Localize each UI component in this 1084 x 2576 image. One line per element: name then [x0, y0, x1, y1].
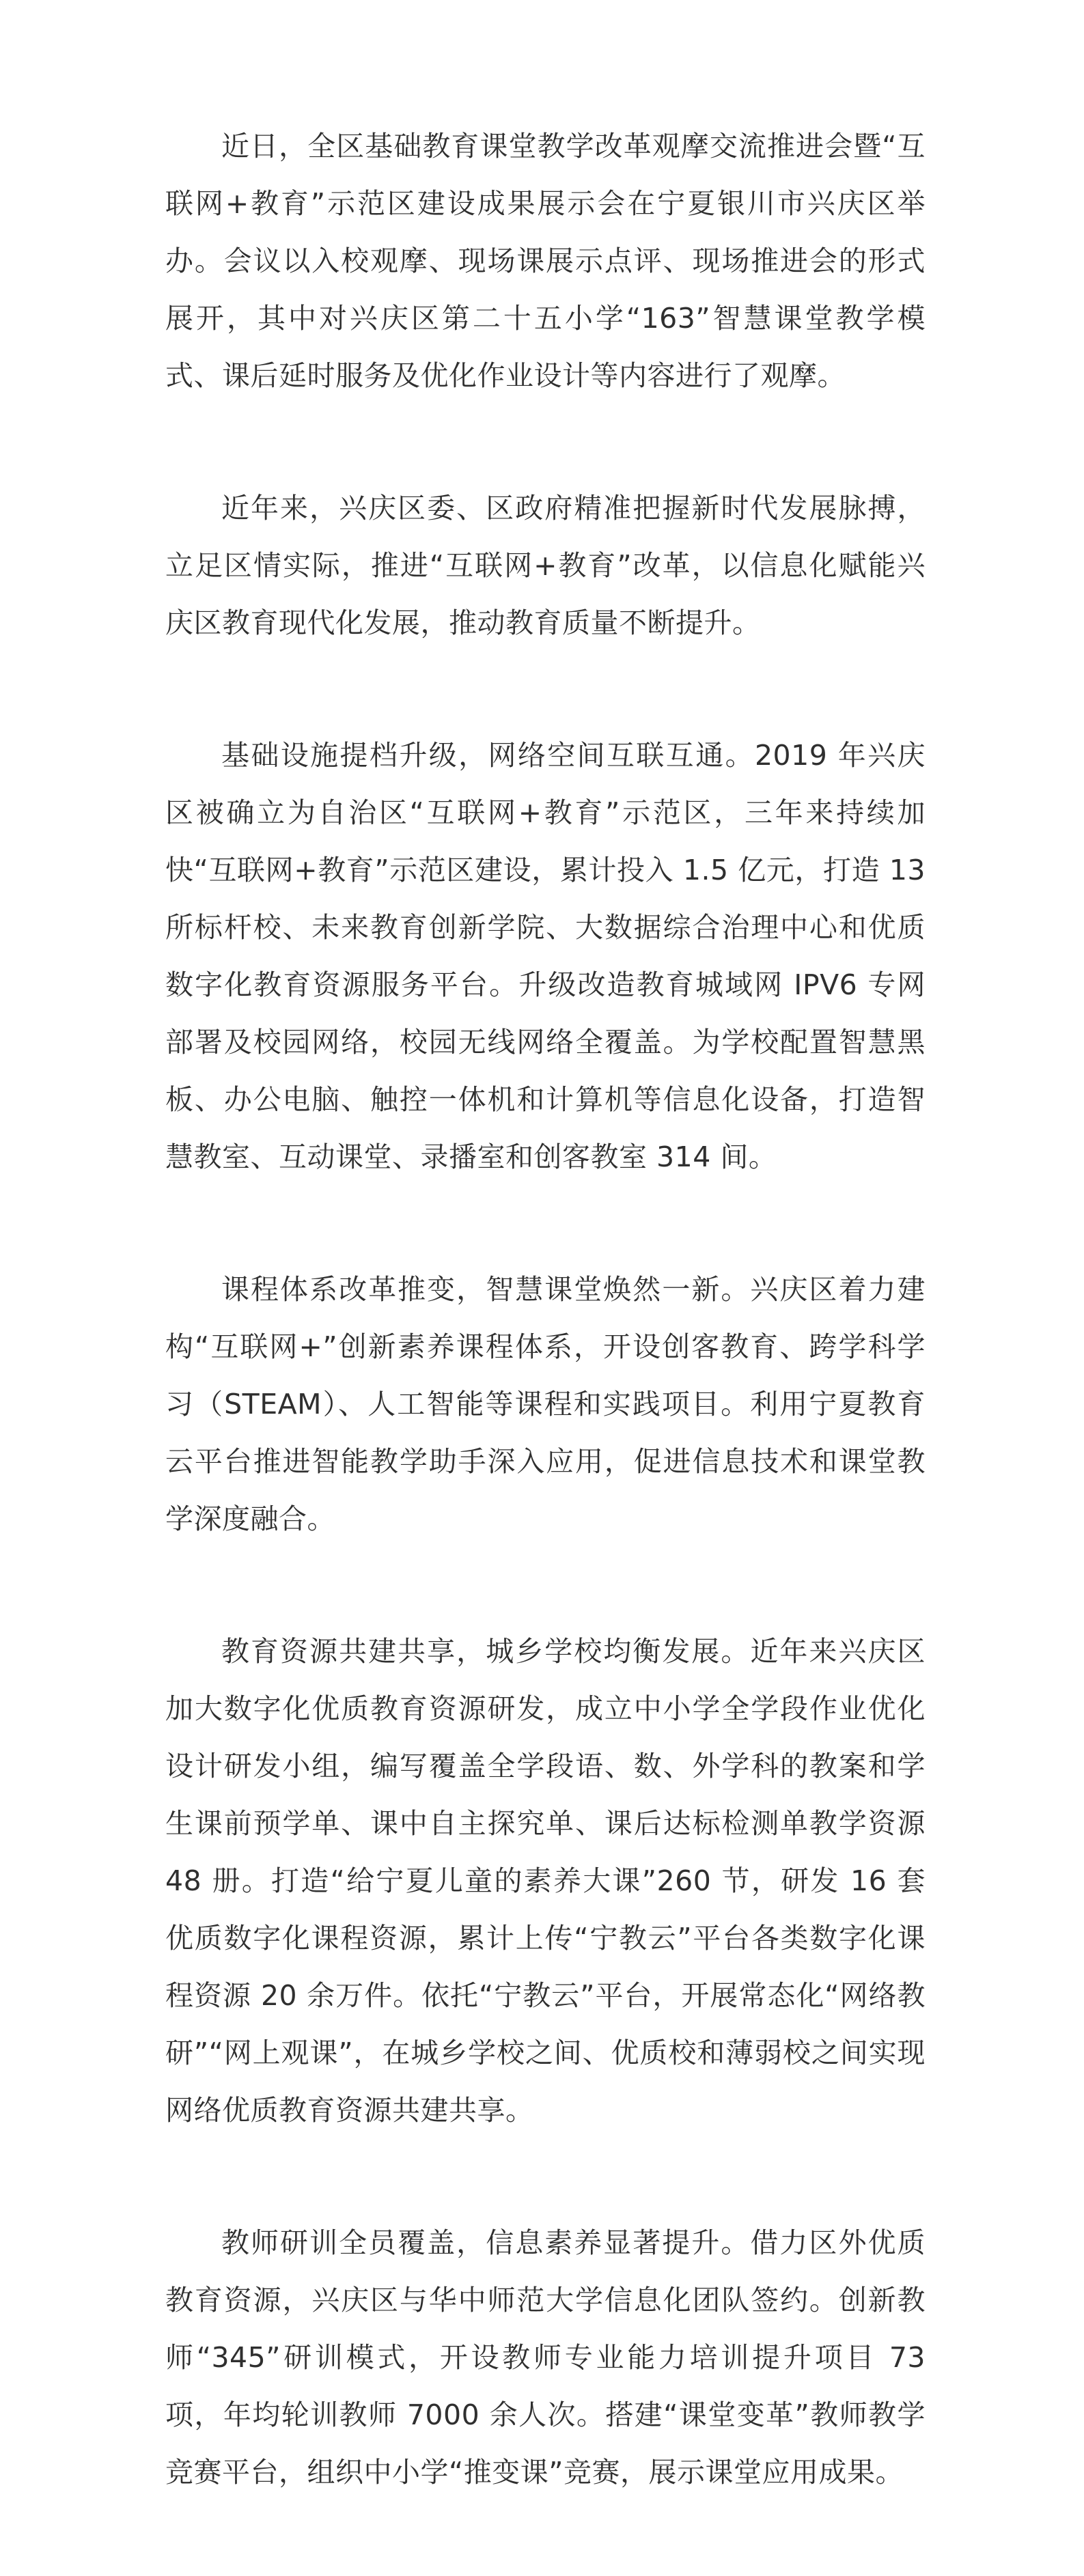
paragraph-overview: 近年来，兴庆区委、区政府精准把握新时代发展脉搏，立足区情实际，推进“互联网+教育”改革，以信息化赋能兴庆区教育现代化发展，推动教育质量不断提升。 [165, 492, 926, 639]
article-body [165, 117, 926, 2501]
paragraph-teacher-training: 教师研训全员覆盖，信息素养显著提升。借力区外优质教育资源，兴庆区与华中师范大学信息化团队签约。创新教师“345”研训模式，开设教师专业能力培训提升项目 73 项，年均轮训教师 7000 余人次。搭建“课堂变革”教师教学竞赛平台，组织中小学“推变课”竞赛，展示课堂应用成果。 [165, 2226, 926, 2489]
paragraph-infrastructure: 基础设施提档升级，网络空间互联互通。2019 年兴庆区被确立为自治区“互联网+教育”示范区，三年来持续加快“互联网+教育”示范区建设，累计投入 1.5 亿元，打造 13 所标杆校、未来教育创新学院、大数据综合治理中心和优质数字化教育资源服务平台。升级改造教育城域网 IPV6 专网部署及校园网络，校园无线网络全覆盖。为学校配置智慧黑板、办公电脑、触控一体机和计算机等信息化设备，打造智慧教室、互动课堂、录播室和创客教室 314 间。 [165, 739, 926, 1173]
paragraph-resources: 教育资源共建共享，城乡学校均衡发展。近年来兴庆区加大数字化优质教育资源研发，成立中小学全学段作业优化设计研发小组，编写覆盖全学段语、数、外学科的教案和学生课前预学单、课中自主探究单、课后达标检测单教学资源 48 册。打造“给宁夏儿童的素养大课”260 节，研发 16 套优质数字化课程资源，累计上传“宁教云”平台各类数字化课程资源 20 余万件。依托“宁教云”平台，开展常态化“网络教研”“网上观课”，在城乡学校之间、优质校和薄弱校之间实现网络优质教育资源共建共享。 [165, 1635, 926, 2127]
paragraph-intro: 近日，全区基础教育课堂教学改革观摩交流推进会暨“互联网+教育”示范区建设成果展示会在宁夏银川市兴庆区举办。会议以入校观摩、现场课展示点评、现场推进会的形式展开，其中对兴庆区第二十五小学“163”智慧课堂教学模式、课后延时服务及优化作业设计等内容进行了观摩。 [165, 130, 926, 392]
paragraph-curriculum: 课程体系改革推变，智慧课堂焕然一新。兴庆区着力建构“互联网+”创新素养课程体系，开设创客教育、跨学科学习（STEAM）、人工智能等课程和实践项目。利用宁夏教育云平台推进智能教学助手深入应用，促进信息技术和课堂教学深度融合。 [165, 1273, 926, 1535]
